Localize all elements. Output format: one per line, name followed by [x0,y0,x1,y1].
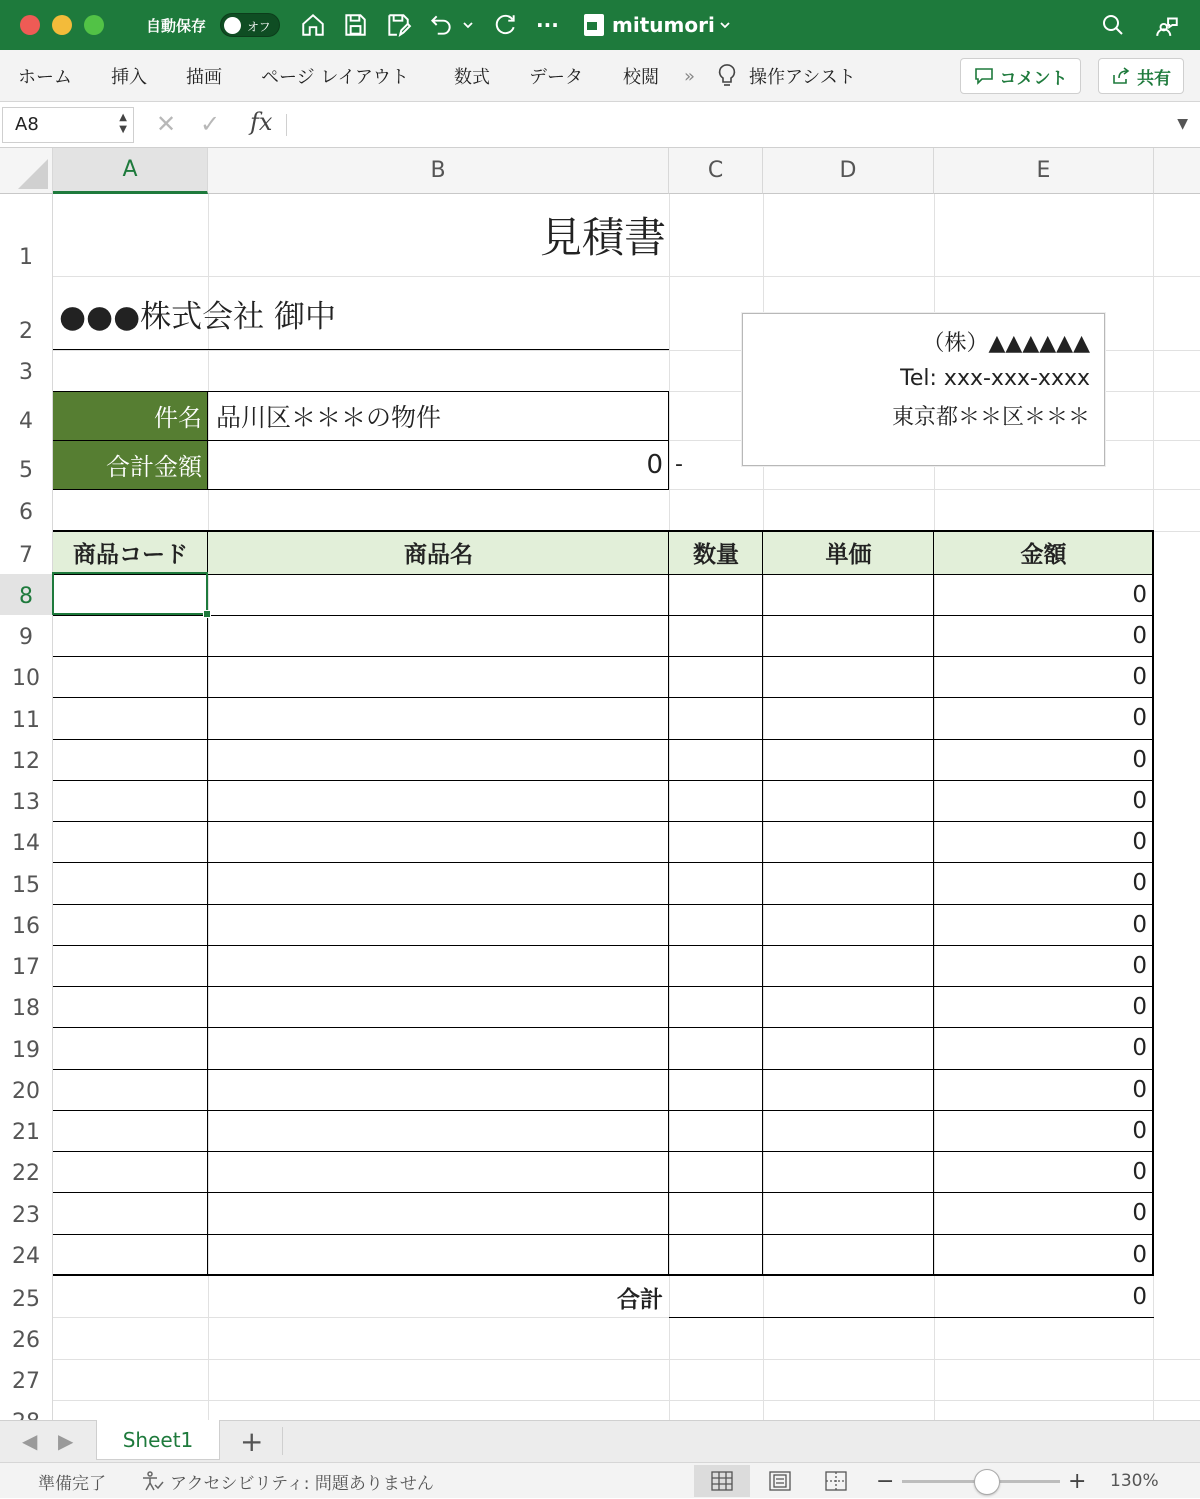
tell-me-assist[interactable]: 操作アシスト [749,67,856,88]
column-header-d[interactable]: D [763,148,934,194]
row-header[interactable]: 23 [0,1192,53,1234]
sum-label[interactable]: 合計 [617,1286,663,1313]
row-header[interactable]: 15 [0,862,53,904]
save-as-icon[interactable] [383,10,413,40]
tab-insert[interactable]: 挿入 [111,67,147,88]
table-row-border [53,656,1153,657]
row-header[interactable]: 21 [0,1110,53,1151]
share-icon [1111,67,1131,85]
amount-cell[interactable]: 0 [1132,787,1147,814]
expand-formula-bar-icon[interactable]: ▼ [1177,116,1188,132]
row-header[interactable]: 6 [0,489,53,531]
sheet-tab-divider [282,1427,283,1455]
gridline [669,194,670,1420]
previous-sheet-arrow-icon[interactable]: ◀ [22,1429,38,1453]
row-header[interactable]: 14 [0,821,53,862]
subject-label[interactable]: 件名 [53,391,208,440]
row-header[interactable]: 7 [0,531,53,574]
zoom-level[interactable]: 130% [1110,1471,1159,1491]
name-box-value: A8 [15,114,39,135]
ribbon-tabs [0,50,1200,102]
share-button[interactable] [1098,58,1184,94]
amount-cell[interactable]: 0 [1132,1035,1147,1061]
comment-button[interactable] [960,58,1081,94]
gridline [53,1400,1200,1401]
name-box-spinner-icon[interactable]: ▲ ▼ [119,112,127,135]
header-unit-price[interactable]: 単価 [763,531,934,574]
lightbulb-icon[interactable] [716,50,738,102]
row-header[interactable]: 17 [0,945,53,986]
table-row-border [53,821,1153,822]
tabs-overflow-button[interactable]: » [684,65,696,87]
amount-cell[interactable]: 0 [1132,705,1147,731]
amount-cell[interactable]: 0 [1132,993,1147,1020]
cell-border [207,391,208,489]
amount-cell[interactable]: 0 [1132,952,1147,979]
page-break-view-button[interactable] [808,1465,864,1497]
row-header[interactable]: 27 [0,1359,53,1400]
comment-button-label: コメント [999,68,1068,89]
row-header[interactable]: 10 [0,656,53,697]
tab-formulas[interactable]: 数式 [454,67,490,88]
column-header-b[interactable]: B [208,148,669,194]
share-person-icon[interactable] [1152,10,1182,40]
amount-cell[interactable]: 0 [1132,1117,1147,1144]
active-cell-selection[interactable] [52,572,208,615]
table-row-border [53,615,1153,616]
cell-border [668,391,669,489]
title-bar [0,0,1200,50]
row-header[interactable]: 25 [0,1275,53,1318]
row-header[interactable]: 8 [0,574,53,615]
formula-separator [286,114,287,136]
table-row-border [53,1069,1153,1070]
row-header[interactable]: 2 [0,276,53,350]
amount-cell[interactable]: 0 [1132,581,1147,608]
document-title[interactable] [584,0,731,50]
table-row-border [53,780,1153,781]
page-layout-icon [769,1471,791,1491]
cell-border [53,440,669,441]
row-header[interactable]: 9 [0,615,53,656]
chevron-down-icon [719,19,731,31]
undo-icon[interactable] [426,10,456,40]
tab-draw[interactable]: 描画 [186,67,222,88]
confirm-edit-icon[interactable]: ✓ [200,110,221,138]
status-bar [0,1462,1200,1498]
gridline [53,1359,1200,1360]
search-icon[interactable] [1098,10,1128,40]
column-header-a[interactable]: A [53,148,208,194]
more-commands-button[interactable]: ··· [536,13,559,37]
formula-bar [0,102,1200,148]
table-row-border [53,1110,1153,1111]
amount-cell[interactable]: 0 [1132,1200,1147,1226]
gridline [53,1317,669,1318]
company-address: 東京都＊＊区＊＊＊ [891,405,1090,430]
table-row-border [53,986,1153,987]
tab-data[interactable]: データ [529,67,583,88]
accessibility-status[interactable] [140,1463,434,1499]
cell-border [53,489,669,490]
formula-input[interactable] [296,108,1156,142]
row-header[interactable]: 20 [0,1069,53,1110]
sheet-tab-bar [0,1420,1200,1462]
sheet-tab-sheet1[interactable]: Sheet1 [96,1420,220,1460]
header-amount[interactable]: 金額 [934,531,1153,574]
excel-file-icon [584,14,604,36]
undo-dropdown-chevron-icon[interactable] [458,10,478,40]
select-all-corner[interactable] [0,148,53,194]
table-row-border [53,862,1153,863]
total-amount-value[interactable]: 0 [646,449,663,480]
add-sheet-button[interactable]: + [240,1425,264,1458]
table-row-border [53,739,1153,740]
client-name[interactable]: ●●●株式会社 御中 [59,298,337,335]
table-col-border [668,531,669,1275]
sum-underline [669,1317,1154,1318]
autosave-label: 自動保存 [146,16,207,35]
next-sheet-arrow-icon[interactable]: ▶ [58,1429,74,1453]
share-button-label: 共有 [1137,68,1171,89]
table-row-border [53,1151,1153,1152]
redo-icon[interactable] [490,10,520,40]
row-header[interactable]: 26 [0,1318,53,1359]
header-product-code[interactable]: 商品コード [53,531,208,574]
quote-title-text: 見積書 [539,213,666,262]
toggle-knob [224,17,241,34]
table-row-border [53,945,1153,946]
tab-home[interactable]: ホーム [18,67,72,88]
amount-cell[interactable]: 0 [1132,1241,1147,1268]
name-box[interactable] [2,107,134,143]
table-row-border [53,1234,1153,1235]
gridline [208,194,209,1420]
row-header[interactable]: 5 [0,440,53,489]
minimize-window-button[interactable] [52,15,72,35]
autosave-toggle[interactable] [220,13,280,37]
table-row-border [53,697,1153,698]
column-header-f[interactable] [1154,148,1200,194]
header-product-name[interactable]: 商品名 [208,531,669,574]
tab-page-layout[interactable]: ページ レイアウト [261,67,409,88]
amount-cell[interactable]: 0 [1132,622,1147,649]
row-header[interactable]: 22 [0,1151,53,1192]
row-header[interactable]: 24 [0,1234,53,1275]
table-col-border [762,531,763,1275]
zoom-in-button[interactable]: + [1068,1468,1087,1494]
amount-cell[interactable]: 0 [1132,1158,1147,1185]
amount-cell[interactable]: 0 [1132,1076,1147,1103]
cell-border [53,391,669,392]
zoom-out-button[interactable]: − [876,1468,895,1494]
spreadsheet-grid[interactable] [0,148,1200,1420]
close-window-button[interactable] [20,15,40,35]
column-header-e[interactable]: E [934,148,1154,194]
table-row-border [53,1192,1153,1193]
table-row-border [53,1027,1153,1028]
document-name: mitumori [612,13,715,37]
table-col-border [207,531,208,1275]
row-header[interactable]: 13 [0,780,53,821]
company-name: （株）▲▲▲▲▲▲ [922,331,1090,356]
cancel-edit-icon[interactable]: ✕ [156,110,177,138]
column-header-c[interactable]: C [669,148,763,194]
row-header[interactable]: 1 [0,194,53,276]
underline-border [53,349,669,350]
normal-view-button[interactable] [694,1465,750,1497]
amount-cell[interactable]: 0 [1132,870,1147,896]
total-amount-suffix[interactable]: - [675,452,683,477]
row-header[interactable]: 16 [0,904,53,945]
tab-review[interactable]: 校閲 [623,67,659,88]
quote-title[interactable] [53,194,1153,276]
save-icon[interactable] [340,10,370,40]
company-info-textbox[interactable] [742,313,1105,466]
table-right-border [1152,530,1154,1276]
row-header[interactable]: 11 [0,697,53,739]
table-col-border [933,531,934,1275]
zoom-slider-handle[interactable] [974,1469,1000,1495]
row-header[interactable]: 12 [0,739,53,780]
zoom-window-button[interactable] [84,15,104,35]
amount-cell[interactable]: 0 [1132,663,1147,690]
row-header[interactable]: 3 [0,350,53,391]
sum-value[interactable]: 0 [1132,1284,1147,1310]
accessibility-icon [140,1470,164,1492]
row-header[interactable]: 4 [0,391,53,440]
status-ready: 準備完了 [38,1473,106,1494]
fill-handle[interactable] [203,610,211,618]
subject-value[interactable]: 品川区＊＊＊の物件 [216,402,442,432]
table-row-border [53,574,1153,575]
page-break-icon [825,1471,847,1491]
insert-function-button[interactable]: fx [250,108,273,136]
amount-cell[interactable]: 0 [1132,746,1147,773]
table-row-border [53,904,1153,905]
amount-cell[interactable]: 0 [1132,911,1147,938]
amount-cell[interactable]: 0 [1132,828,1147,855]
accessibility-text: アクセシビリティ: 問題ありません [170,1473,434,1494]
table-top-border [53,530,1154,532]
row-header[interactable]: 18 [0,986,53,1027]
grid-view-icon [711,1471,733,1491]
autosave-state: オフ [247,20,271,34]
company-tel: Tel: xxx-xxx-xxxx [900,366,1090,391]
home-icon[interactable] [298,10,328,40]
page-layout-view-button[interactable] [752,1465,808,1497]
header-quantity[interactable]: 数量 [669,531,763,574]
total-amount-label[interactable]: 合計金額 [53,440,208,489]
row-header[interactable]: 19 [0,1027,53,1069]
comment-icon [974,67,994,85]
